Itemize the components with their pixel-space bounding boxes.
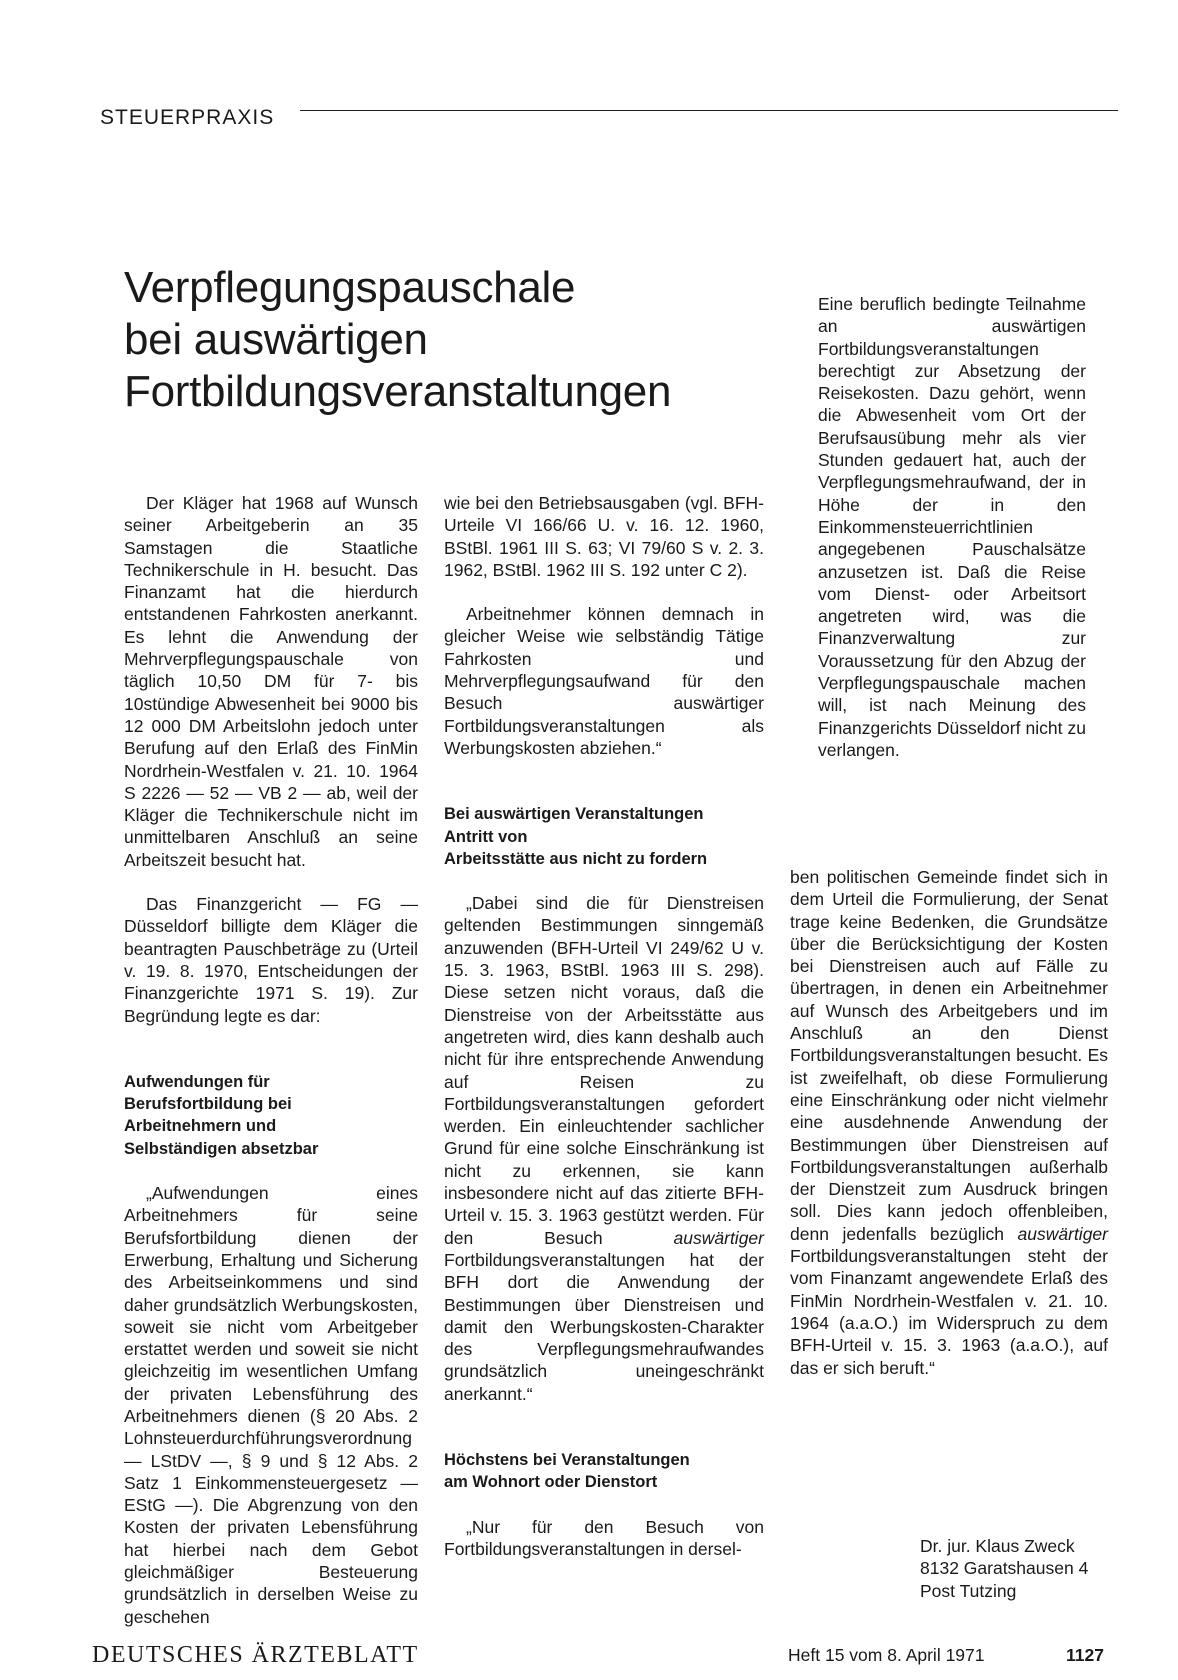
subheading-line: Bei auswärtigen Veranstaltungen bbox=[444, 805, 704, 824]
paragraph: „Nur für den Besuch von Fortbildungsveranstaltungen in dersel- bbox=[444, 1516, 764, 1559]
text-run: „Dabei sind die für Dienstreisen geltenden Bestimmungen sinngemäß anzuwenden (BFH-Urteil VI 249/62 U v. 15. 3. 1963, BStBl. 1963 III S. 298). Diese setzen nicht voraus, daß die Dienstreise von der Arbeitsstätte aus angetreten wird, dies kann deshalb auch nicht für ihre entsprechende Anwendung auf Reisen zu Fortbildungsveranstaltungen gefordert werden. Ein einleuchtender sachlicher Grund für eine solche Einschränkung ist nicht zu erkennen, sie kann insbesondere nicht auf das zitierte BFH-Urteil v. 15. 3. 1963 gestützt werden. Für den Besuch bbox=[444, 893, 764, 1248]
paragraph: Das Finanzgericht — FG — Düsseldorf billigte dem Kläger die beantragten Pauschbeträge zu (Urteil v. 19. 8. 1970, Entscheidungen der Finanzgerichte 1971 S. 19). Zur Begründung legte es dar: bbox=[124, 894, 418, 1026]
title-line: Verpflegungspauschale bbox=[124, 263, 576, 312]
subheading-line: Aufwendungen für bbox=[124, 1072, 270, 1091]
subheading-line: Arbeitnehmern und bbox=[124, 1117, 277, 1136]
subheading-line: am Wohnort oder Dienstort bbox=[444, 1473, 658, 1492]
paragraph bbox=[444, 892, 764, 1405]
signature-line: Post Tutzing bbox=[920, 1580, 1017, 1601]
issue-info: Heft 15 vom 8. April 1971 bbox=[788, 1645, 985, 1665]
paragraph: Eine beruflich bedingte Teilnahme an auswärtigen Fortbildungsveranstaltungen berechtigt zur Absetzung der Reisekosten. Dazu gehört, wenn die Abwesenheit vom Ort der Berufsausübung mehr als vier Stunden gedauert hat, auch der Verpflegungsmehraufwand, der in Höhe der in den Einkommensteuerrichtlinien angegebenen Pauschalsätze anzusetzen ist. Daß die Reise vom Dienst- oder Arbeitsort angetreten wird, was die Finanzverwaltung zur Voraussetzung für den Abzug der Verpflegungspauschale machen will, ist nach Meinung des Finanzgerichts Düsseldorf nicht zu verlangen. bbox=[818, 294, 1086, 760]
subheading bbox=[124, 1071, 418, 1160]
text-run: Fortbildungsveranstaltungen hat der BFH dort die Anwendung der Bestimmungen über Dienstreisen und damit den Werbungskosten-Charakter des Verpflegungsmehraufwandes grundsätzlich uneingeschränkt anerkannt.“ bbox=[444, 1249, 764, 1404]
paragraph: „Aufwendungen eines Arbeitnehmers für seine Berufsfortbildung dienen der Erwerbung, Erhaltung und Sicherung des Arbeitseinkommens und sind daher grundsätzlich Werbungskosten, soweit sie nicht vom Arbeitgeber erstattet werden und soweit sie nicht gleichzeitig im wesentlichen Umfang der privaten Lebensführung des Arbeitnehmers dienen (§ 20 Abs. 2 Lohnsteuerdurchführungsverordnung — LStDV —, § 9 und § 12 Abs. 2 Satz 1 Einkommensteuergesetz — EStG —). Die Abgrenzung von den Kosten der privaten Lebensführung hat hierbei nach dem Gebot gleichmäßiger Besteuerung grundsätzlich in derselben Weise zu geschehen bbox=[124, 1183, 418, 1627]
subheading-line: Arbeitsstätte aus nicht zu fordern bbox=[444, 849, 708, 868]
text-run: Fortbildungsveranstaltungen steht der vom Finanzamt angewendete Erlaß des FinMin Nordrhein-Westfalen v. 21. 10. 1964 (a.a.O.) im Widerspruch zu dem BFH-Urteil v. 15. 3. 1963 (a.a.O.), auf das er sich beruft.“ bbox=[790, 1246, 1108, 1378]
column-2 bbox=[444, 492, 764, 1560]
subheading-line: Selbständigen absetzbar bbox=[124, 1139, 319, 1158]
section-rule bbox=[300, 110, 1118, 111]
column-3-continued bbox=[790, 866, 1108, 1379]
paragraph bbox=[790, 866, 1108, 1379]
text-run: ben politischen Gemeinde findet sich in dem Urteil die Formulierung, der Senat trage keine Bedenken, die Grundsätze über die Berücksichtigung der Kosten bei Dienstreisen auch auf Fälle zu übertragen, in denen ein Arbeitnehmer auf Wunsch des Arbeitgebers und im Anschluß an den Dienst Fortbildungsveranstaltungen besucht. Es ist zweifelhaft, ob diese Formulierung eine Einschränkung oder nicht vielmehr eine ausdehnende Anwendung der Bestimmungen über Dienstreisen auf Fortbildungsveranstaltungen außerhalb der Dienstzeit zum Ausdruck bringen soll. Dies kann jedoch offenbleiben, denn jedenfalls bezüglich bbox=[790, 867, 1108, 1244]
subheading bbox=[444, 803, 764, 870]
magazine-name: DEUTSCHES ÄRZTEBLATT bbox=[92, 1642, 419, 1668]
subheading-line: Antritt von bbox=[444, 827, 528, 846]
column-1 bbox=[124, 492, 418, 1628]
signature-line: 8132 Garatshausen 4 bbox=[920, 1558, 1089, 1579]
article-title bbox=[124, 262, 764, 418]
paragraph: wie bei den Betriebsausgaben (vgl. BFH-Urteile VI 166/66 U. v. 16. 12. 1960, BStBl. 1961 III S. 63; VI 79/60 S v. 2. 3. 1962, BStBl. 1962 III S. 192 unter C 2). bbox=[444, 493, 764, 580]
subheading bbox=[444, 1449, 764, 1494]
subheading-line: Berufsfortbildung bei bbox=[124, 1095, 292, 1114]
column-3-summary bbox=[818, 293, 1086, 761]
page-number: 1127 bbox=[1066, 1645, 1104, 1665]
emphasis: auswärtiger bbox=[673, 1227, 764, 1248]
title-line: bei auswärtigen bbox=[124, 315, 428, 364]
section-label: STEUERPRAXIS bbox=[100, 106, 275, 129]
paragraph: Arbeitnehmer können demnach in gleicher Weise wie selbständig Tätige Fahrkosten und Mehrverpflegungsaufwand für den Besuch auswärtiger Fortbildungsveranstaltungen als Werbungskosten abziehen.“ bbox=[444, 604, 764, 758]
subheading-line: Höchstens bei Veranstaltungen bbox=[444, 1450, 690, 1469]
title-line: Fortbildungsveranstaltungen bbox=[124, 367, 672, 416]
paragraph: Der Kläger hat 1968 auf Wunsch seiner Arbeitgeberin an 35 Samstagen die Staatliche Technikerschule in H. besucht. Das Finanzamt hat die hierdurch entstandenen Fahrkosten anerkannt. Es lehnt die Anwendung der Mehrverpflegungspauschale von täglich 10,50 DM für 7- bis 10stündige Abwesenheit bei 9000 bis 12 000 DM Arbeitslohn jedoch unter Berufung auf den Erlaß des FinMin Nordrhein-Westfalen v. 21. 10. 1964 S 2226 — 52 — VB 2 — ab, weil der Kläger die Technikerschule nicht im unmittelbaren Anschluß an seine Arbeitszeit besucht hat. bbox=[124, 493, 418, 870]
emphasis: auswärtiger bbox=[1017, 1223, 1108, 1244]
author-signature bbox=[920, 1535, 1088, 1602]
signature-line: Dr. jur. Klaus Zweck bbox=[920, 1536, 1075, 1556]
